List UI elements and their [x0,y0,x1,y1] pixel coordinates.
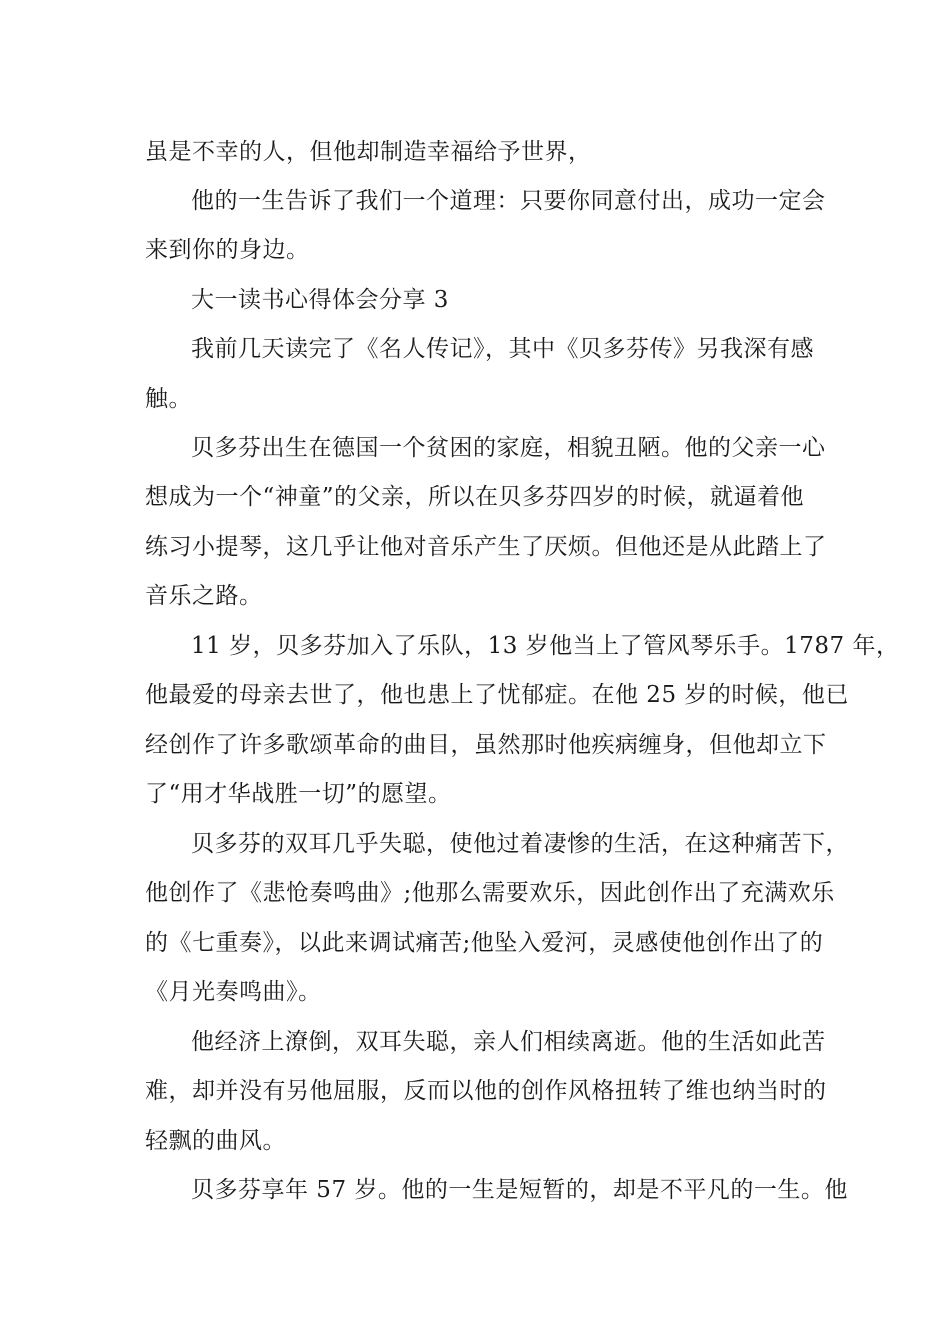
text-line: 音乐之路。 [145,583,263,609]
text-line: 贝多芬享年 57 岁。他的一生是短暂的，却是不平凡的一生。他 [191,1177,848,1203]
text-line: 了“用才华战胜一切”的愿望。 [145,781,452,807]
text-line: 他创作了《悲怆奏鸣曲》;他那么需要欢乐，因此创作出了充满欢乐 [145,880,835,906]
text-line: 练习小提琴，这几乎让他对音乐产生了厌烦。但他还是从此踏上了 [145,534,827,560]
text-line: 他经济上潦倒，双耳失聪，亲人们相续离逝。他的生活如此苦 [191,1029,826,1055]
text-line: 他最爱的母亲去世了，他也患上了忧郁症。在他 25 岁的时候，他已 [145,682,849,708]
text-line: 经创作了许多歌颂革命的曲目，虽然那时他疾病缠身，但他却立下 [145,732,827,758]
text-line: 轻飘的曲风。 [145,1128,286,1154]
text-line: 贝多芬的双耳几乎失聪，使他过着凄惨的生活，在这种痛苦下， [191,831,849,857]
text-line: 他的一生告诉了我们一个道理：只要你同意付出，成功一定会 [191,188,826,214]
text-line: 触。 [145,386,192,412]
text-line: 11 岁，贝多芬加入了乐队，13 岁他当上了管风琴乐手。1787 年， [191,633,900,659]
text-line: 《月光奏鸣曲》。 [145,979,322,1005]
text-line: 贝多芬出生在德国一个贫困的家庭，相貌丑陋。他的父亲一心 [191,435,826,461]
text-line: 的《七重奏》，以此来调试痛苦;他坠入爱河，灵感使他创作出了的 [145,930,824,956]
text-line: 我前几天读完了《名人传记》，其中《贝多芬传》另我深有感 [191,336,814,362]
text-line: 虽是不幸的人，但他却制造幸福给予世界， [145,139,592,165]
text-line: 来到你的身边。 [145,237,310,263]
section-heading: 大一读书心得体会分享 3 [191,287,449,313]
text-line: 想成为一个“神童”的父亲，所以在贝多芬四岁的时候，就逼着他 [145,484,805,510]
text-line: 难，却并没有另他屈服，反而以他的创作风格扭转了维也纳当时的 [145,1078,827,1104]
